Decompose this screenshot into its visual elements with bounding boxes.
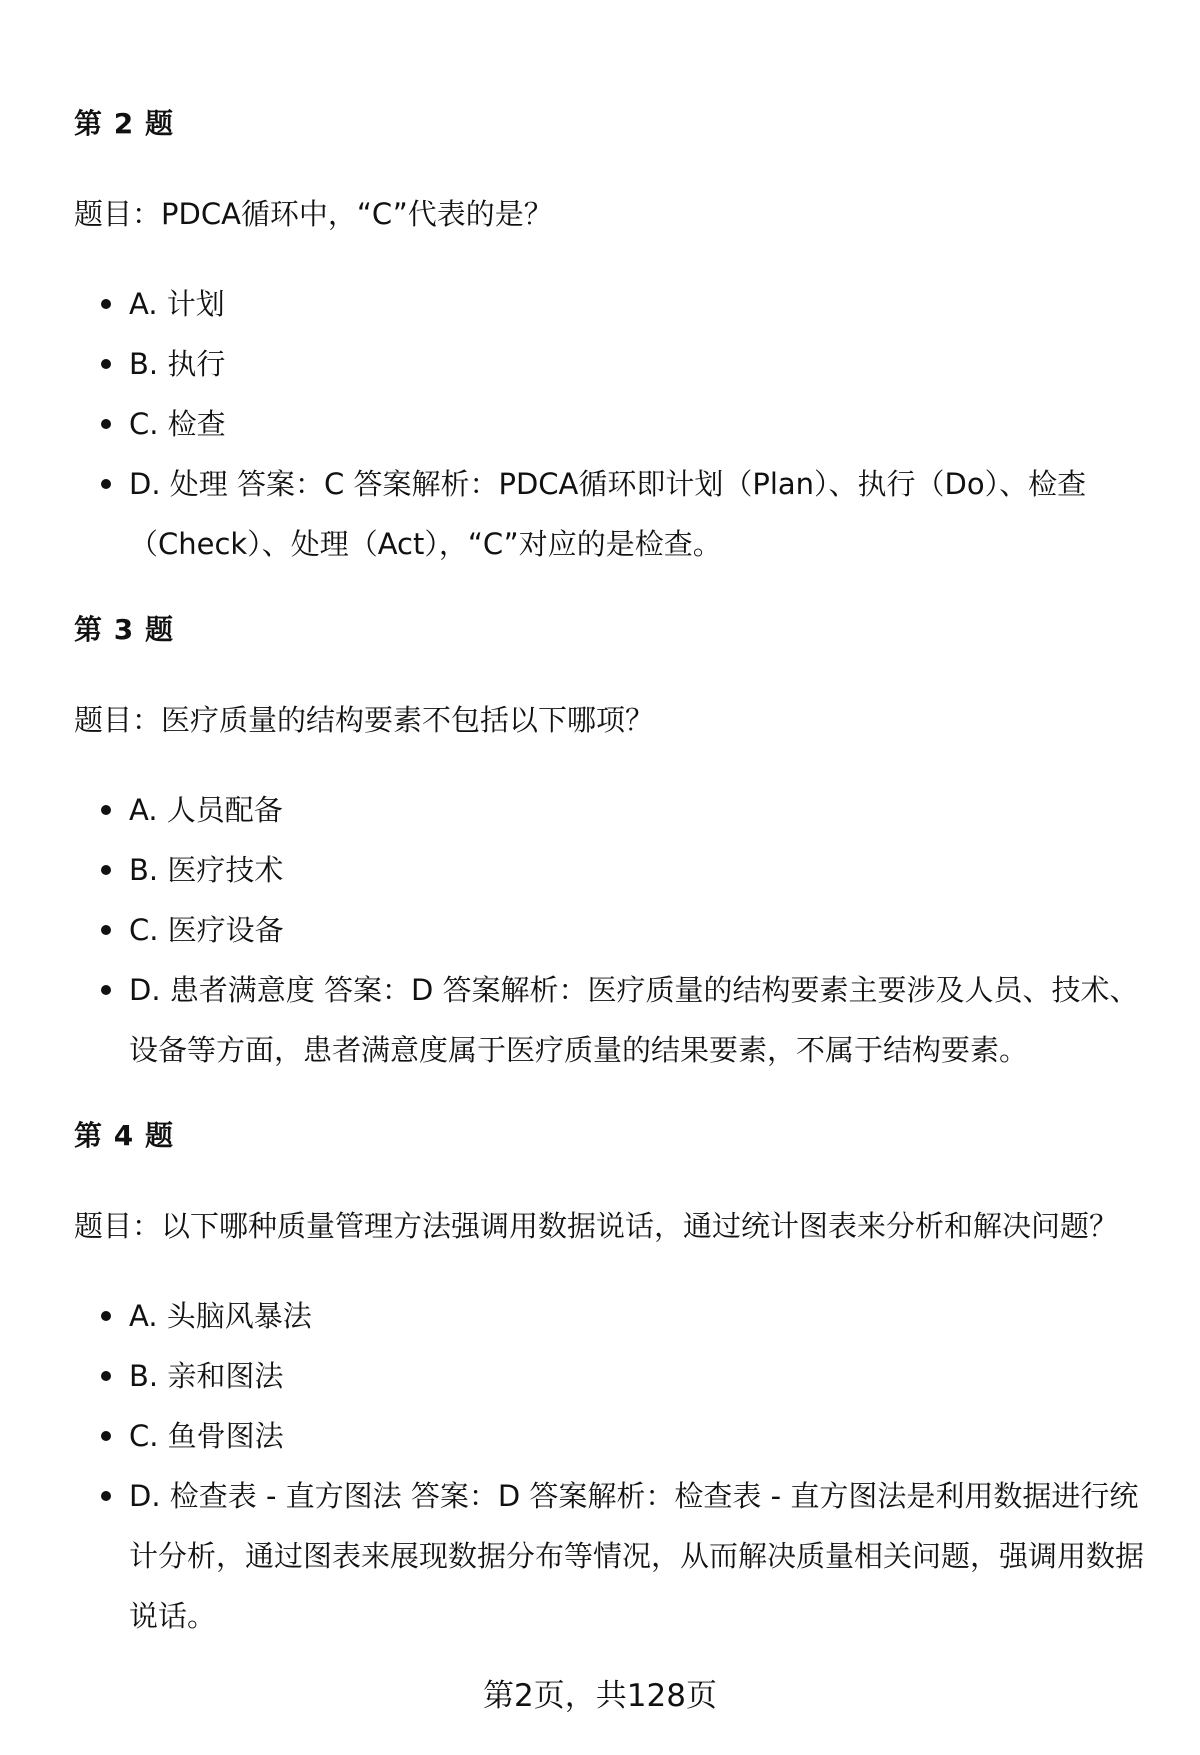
option-d-with-answer [74, 960, 1144, 1080]
option-text: C. 检查 [129, 407, 226, 441]
bullet-icon [101, 1311, 111, 1321]
option-text: B. 执行 [129, 347, 226, 381]
bullet-icon [101, 805, 111, 815]
option-text: A. 计划 [129, 287, 225, 321]
bullet-icon [101, 1371, 111, 1381]
bullet-icon [101, 1431, 111, 1441]
bullet-icon [101, 419, 111, 429]
option-d-with-answer [74, 1466, 1144, 1646]
option-c [74, 1406, 1144, 1466]
option-text: A. 头脑风暴法 [129, 1299, 312, 1333]
question-text: 题目：医疗质量的结构要素不包括以下哪项？ [74, 703, 655, 737]
option-text: C. 鱼骨图法 [129, 1419, 284, 1453]
bullet-icon [101, 359, 111, 369]
question-2 [74, 104, 1144, 574]
options-list [74, 274, 1144, 574]
option-text: A. 人员配备 [129, 793, 283, 827]
option-a [74, 1286, 1144, 1346]
option-text: D. 患者满意度 答案：D 答案解析：医疗质量的结构要素主要涉及人员、技术、设备等方面，患者满意度属于医疗质量的结果要素，不属于结构要素。 [129, 973, 1139, 1067]
option-a [74, 274, 1144, 334]
question-3 [74, 610, 1144, 1080]
option-a [74, 780, 1144, 840]
question-heading: 第 2 题 [74, 107, 174, 140]
option-d-with-answer [74, 454, 1144, 574]
options-list [74, 1286, 1144, 1646]
bullet-icon [101, 985, 111, 995]
bullet-icon [101, 299, 111, 309]
page-number-footer: 第2页，共128页 [483, 1678, 717, 1714]
question-text: 题目：以下哪种质量管理方法强调用数据说话，通过统计图表来分析和解决问题？ [74, 1209, 1119, 1243]
option-text: B. 医疗技术 [129, 853, 284, 887]
option-b [74, 840, 1144, 900]
bullet-icon [101, 1491, 111, 1501]
option-text: B. 亲和图法 [129, 1359, 284, 1393]
question-heading: 第 3 题 [74, 613, 174, 646]
bullet-icon [101, 925, 111, 935]
bullet-icon [101, 865, 111, 875]
option-b [74, 334, 1144, 394]
option-text: D. 检查表 - 直方图法 答案：D 答案解析：检查表 - 直方图法是利用数据进行统计分析，通过图表来展现数据分布等情况，从而解决质量相关问题，强调用数据说话。 [129, 1479, 1145, 1633]
question-4 [74, 1116, 1144, 1646]
question-heading: 第 4 题 [74, 1119, 174, 1152]
option-c [74, 394, 1144, 454]
option-text: C. 医疗设备 [129, 913, 284, 947]
option-b [74, 1346, 1144, 1406]
options-list [74, 780, 1144, 1080]
option-text: D. 处理 答案：C 答案解析：PDCA循环即计划（Plan）、执行（Do）、检查（Check）、处理（Act），“C”对应的是检查。 [129, 467, 1087, 561]
option-c [74, 900, 1144, 960]
bullet-icon [101, 479, 111, 489]
question-text: 题目：PDCA循环中，“C”代表的是？ [74, 197, 553, 231]
